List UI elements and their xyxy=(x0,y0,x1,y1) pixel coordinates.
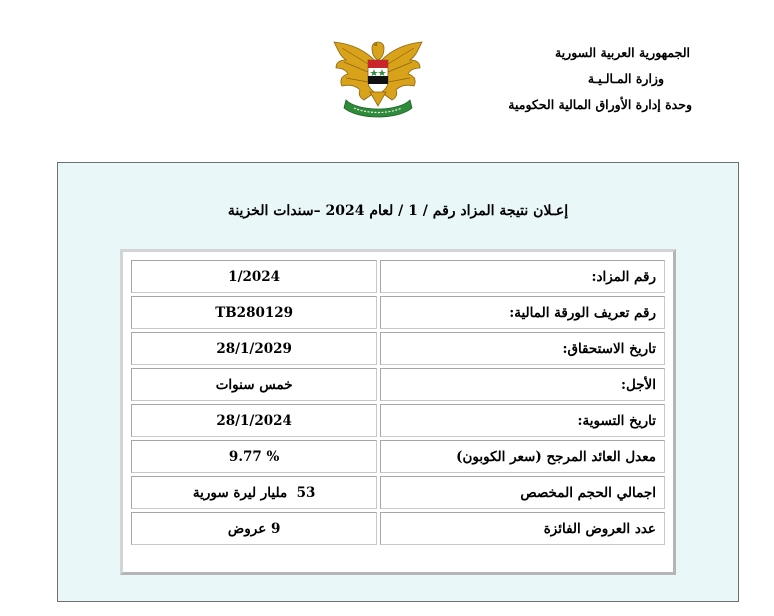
row-value: 28/1/2024 xyxy=(131,404,377,437)
row-label: عدد العروض الفائزة xyxy=(380,512,665,545)
auction-results-table xyxy=(128,257,668,548)
unit-name: وحدة إدارة الأوراق المالية الحكومية xyxy=(508,97,692,112)
row-value: TB280129 xyxy=(131,296,377,329)
table-row xyxy=(131,512,665,545)
table-row xyxy=(131,332,665,365)
row-label: رقم المزاد: xyxy=(380,260,665,293)
row-label: الأجل: xyxy=(380,368,665,401)
row-label: معدل العائد المرجح (سعر الكوبون) xyxy=(380,440,665,473)
row-value: 9.77 % xyxy=(131,440,377,473)
table-row xyxy=(131,368,665,401)
table-row xyxy=(131,296,665,329)
row-value: 28/1/2029 xyxy=(131,332,377,365)
table-row xyxy=(131,404,665,437)
row-value: خمس سنوات xyxy=(131,368,377,401)
republic-name: الجمهورية العربية السورية xyxy=(555,45,690,60)
row-value: 9 عروض xyxy=(131,512,377,545)
document-header xyxy=(0,0,774,160)
row-label: اجمالي الحجم المخصص xyxy=(380,476,665,509)
row-label: رقم تعريف الورقة المالية: xyxy=(380,296,665,329)
table-row xyxy=(131,260,665,293)
row-label: تاريخ التسوية: xyxy=(380,404,665,437)
announcement-title: إعـلان نتيجة المزاد رقم / 1 / لعام 2024 –سندات الخزينة xyxy=(227,203,569,219)
table-row xyxy=(131,476,665,509)
row-value: 1/2024 xyxy=(131,260,377,293)
results-table-frame xyxy=(120,249,676,575)
announcement-panel xyxy=(57,162,739,602)
row-value: 53 مليار ليرة سورية xyxy=(131,476,377,509)
ministry-heading xyxy=(392,40,692,118)
table-row xyxy=(131,440,665,473)
ministry-name: وزارة المـالـيـة xyxy=(587,71,664,86)
row-label: تاريخ الاستحقاق: xyxy=(380,332,665,365)
